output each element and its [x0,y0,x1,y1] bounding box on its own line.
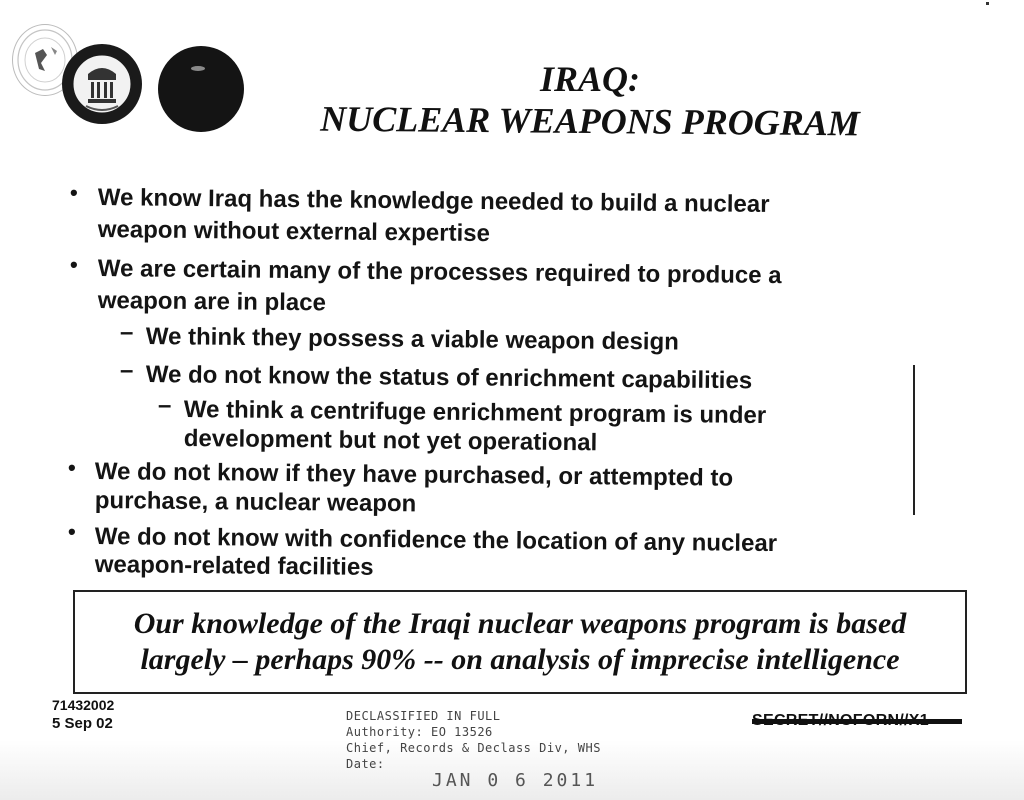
dash-marker: – [120,319,134,346]
stamp-date-value: JAN 0 6 2011 [432,770,599,791]
stamp-authority-row [346,724,606,740]
page-title-line-2: NUCLEAR WEAPONS PROGRAM [320,98,860,144]
finding-7-line-1: We do not know with confidence the location of any nuclear [94,522,778,558]
finding-1-line-2: weapon without external expertise [97,215,491,248]
bullet-marker: • [70,252,78,277]
finding-6-line-2: purchase, a nuclear weapon [94,486,417,518]
finding-6-line-1: We do not know if they have purchased, or attempted to [94,457,734,492]
bullet-marker: • [68,519,76,544]
finding-1-line-1: We know Iraq has the knowledge needed to build a nuclear [97,183,770,219]
finding-4-line-1: We do not know the status of enrichment capabilities [145,360,753,395]
document-date: 5 Sep 02 [52,715,113,732]
finding-7-line-2: weapon-related facilities [94,550,374,581]
bullet-marker: • [68,455,76,480]
stamp-date-label: Date: [346,757,385,771]
finding-2-line-1: We are certain many of the processes required to produce a [97,254,782,290]
margin-change-bar [913,365,915,515]
bullet-marker: • [70,180,78,205]
callout-line-1: Our knowledge of the Iraqi nuclear weapons program is based [133,607,907,640]
declassification-stamp [346,708,606,772]
callout-line-2: largely – perhaps 90% -- on analysis of imprecise intelligence [140,643,900,676]
assessment-callout-box [73,590,967,694]
dash-marker: – [158,392,172,419]
dash-marker: – [120,357,134,384]
document-number: 71432002 [52,697,115,713]
stamp-office: Chief, Records & Declass Div, WHS [346,741,601,755]
classification-strikethrough [752,719,962,724]
finding-2-line-2: weapon are in place [97,286,327,317]
page-title-line-1: IRAQ: [539,59,641,99]
stamp-authority-label: Authority: [346,725,424,739]
stamp-line-1: DECLASSIFIED IN FULL [346,709,501,723]
finding-5-line-1: We think a centrifuge enrichment program is under [183,395,767,430]
stamp-authority-value: EO 13526 [430,725,493,739]
finding-3-line-1: We think they possess a viable weapon design [145,322,680,356]
finding-5-line-2: development but not yet operational [183,424,598,457]
